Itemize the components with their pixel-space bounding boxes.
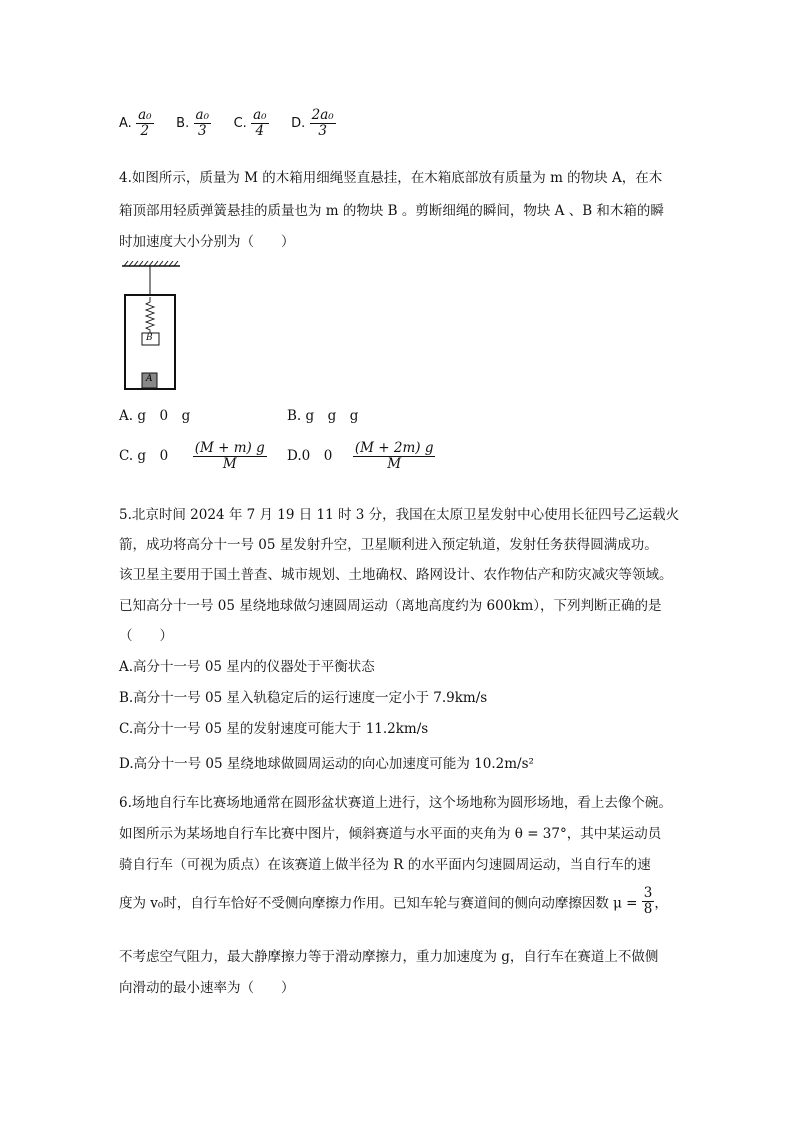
q3-option-c-den: 4 — [255, 123, 265, 139]
q4-option-d — [287, 441, 435, 472]
q6-stem-line-5: 不考虑空气阻力，最大静摩擦力等于滑动摩擦力，重力加速度为 g，自行车在赛道上不做侧 — [119, 949, 659, 965]
q6-stem-line-3: 骑自行车（可视为质点）在该赛道上做半径为 R 的水平面内匀速圆周运动，当自行车的速 — [119, 857, 651, 873]
q3-option-c: C. $\frac{\text{a₀}}{4}$ — [233, 107, 267, 139]
q3-option-b: B. $\frac{\text{a₀}}{3}$ — [176, 107, 209, 139]
q6-stem-line-6: 向滑动的最小速率为（ ） — [119, 980, 295, 996]
q4-option-a: A. g 0 g — [119, 408, 191, 424]
q6-mu-num: 3 — [643, 885, 653, 901]
q3-option-c-num: a₀ — [253, 107, 267, 123]
q6-mu-den: 8 — [643, 901, 653, 917]
q6-stem-line-4 — [119, 886, 668, 917]
q3-option-a-num: a₀ — [138, 107, 152, 123]
q3-option-b-num: a₀ — [195, 107, 209, 123]
q3-option-d-num: 2a₀ — [311, 107, 334, 123]
q3-option-b-den: 3 — [197, 123, 207, 139]
q6-stem-line-4-text: 度为 v₀时，自行车恰好不受侧向摩擦力作用。已知车轮与赛道间的侧向动摩擦因数 μ = — [119, 895, 638, 912]
q4-option-c-prefix: C. g 0 — [119, 448, 169, 464]
q6-stem-line-2: 如图所示为某场地自行车比赛中图片，倾斜赛道与水平面的夹角为 θ = 37°，其中某运动员 — [119, 826, 662, 842]
q4-option-c — [119, 441, 267, 472]
q5-option-a: A.高分十一号 05 星内的仪器处于平衡状态 — [119, 659, 375, 675]
q4-stem-line-1: 4.如图所示，质量为 M 的木箱用细绳竖直悬挂，在木箱底部放有质量为 m 的物块 A，在木 — [119, 170, 663, 186]
q4-option-d-den: M — [387, 456, 402, 472]
q3-options — [119, 108, 336, 139]
q4-stem-line-2: 箱顶部用轻质弹簧悬挂的质量也为 m 的物块 B 。剪断细绳的瞬间，物块 A 、B 和木箱的瞬 — [119, 203, 664, 219]
q4-option-c-den: M — [222, 456, 237, 472]
q4-option-b: B. g g g — [287, 408, 359, 424]
q5-stem-line-1: 5.北京时间 2024 年 7 月 19 日 11 时 3 分，我国在太原卫星发射中心使用长征四号乙运载火 — [119, 507, 680, 523]
q3-option-d-den: 3 — [318, 123, 327, 139]
q4-option-d-num: (M + 2m) g — [354, 440, 434, 456]
q6-stem-line-1: 6.场地自行车比赛场地通常在圆形盆状赛道上进行，这个场地称为圆形场地，看上去像个碗。 — [119, 795, 672, 811]
q5-option-c: C.高分十一号 05 星的发射速度可能大于 11.2km/s — [119, 721, 429, 737]
q3-option-a-den: 2 — [140, 123, 150, 139]
q4-option-c-num: (M + m) g — [194, 440, 265, 456]
q5-stem-line-3: 该卫星主要用于国土普查、城市规划、土地确权、路网设计、农作物估产和防灾减灾等领域。 — [119, 567, 673, 583]
q3-option-d: D. $\frac{\text{2a₀}}{3}$ — [291, 107, 334, 139]
q4-figure-label-a: A — [146, 374, 153, 384]
q4-figure-label-b: B — [146, 333, 153, 343]
q3-option-a: A. $\frac{\text{a₀}}{2}$ — [119, 107, 152, 139]
q5-stem-line-4: 已知高分十一号 05 星绕地球做匀速圆周运动（离地高度约为 600km），下列判断正确的是 — [119, 598, 662, 614]
q4-figure-hanging-box — [118, 258, 188, 394]
q4-option-d-prefix: D.0 0 — [287, 448, 333, 464]
q5-option-d: D.高分十一号 05 星绕地球做圆周运动的向心加速度可能为 10.2m/s² — [119, 756, 534, 772]
q5-stem-line-2: 箭，成功将高分十一号 05 星发射升空，卫星顺利进入预定轨道，发射任务获得圆满成功。 — [119, 537, 658, 553]
q6-stem-line-4-tail: ， — [654, 895, 668, 912]
q5-option-b: B.高分十一号 05 星入轨稳定后的运行速度一定小于 7.9km/s — [119, 690, 488, 706]
q5-stem-line-5: （ ） — [119, 628, 173, 644]
q4-stem-line-3: 时加速度大小分别为（ ） — [119, 234, 295, 250]
